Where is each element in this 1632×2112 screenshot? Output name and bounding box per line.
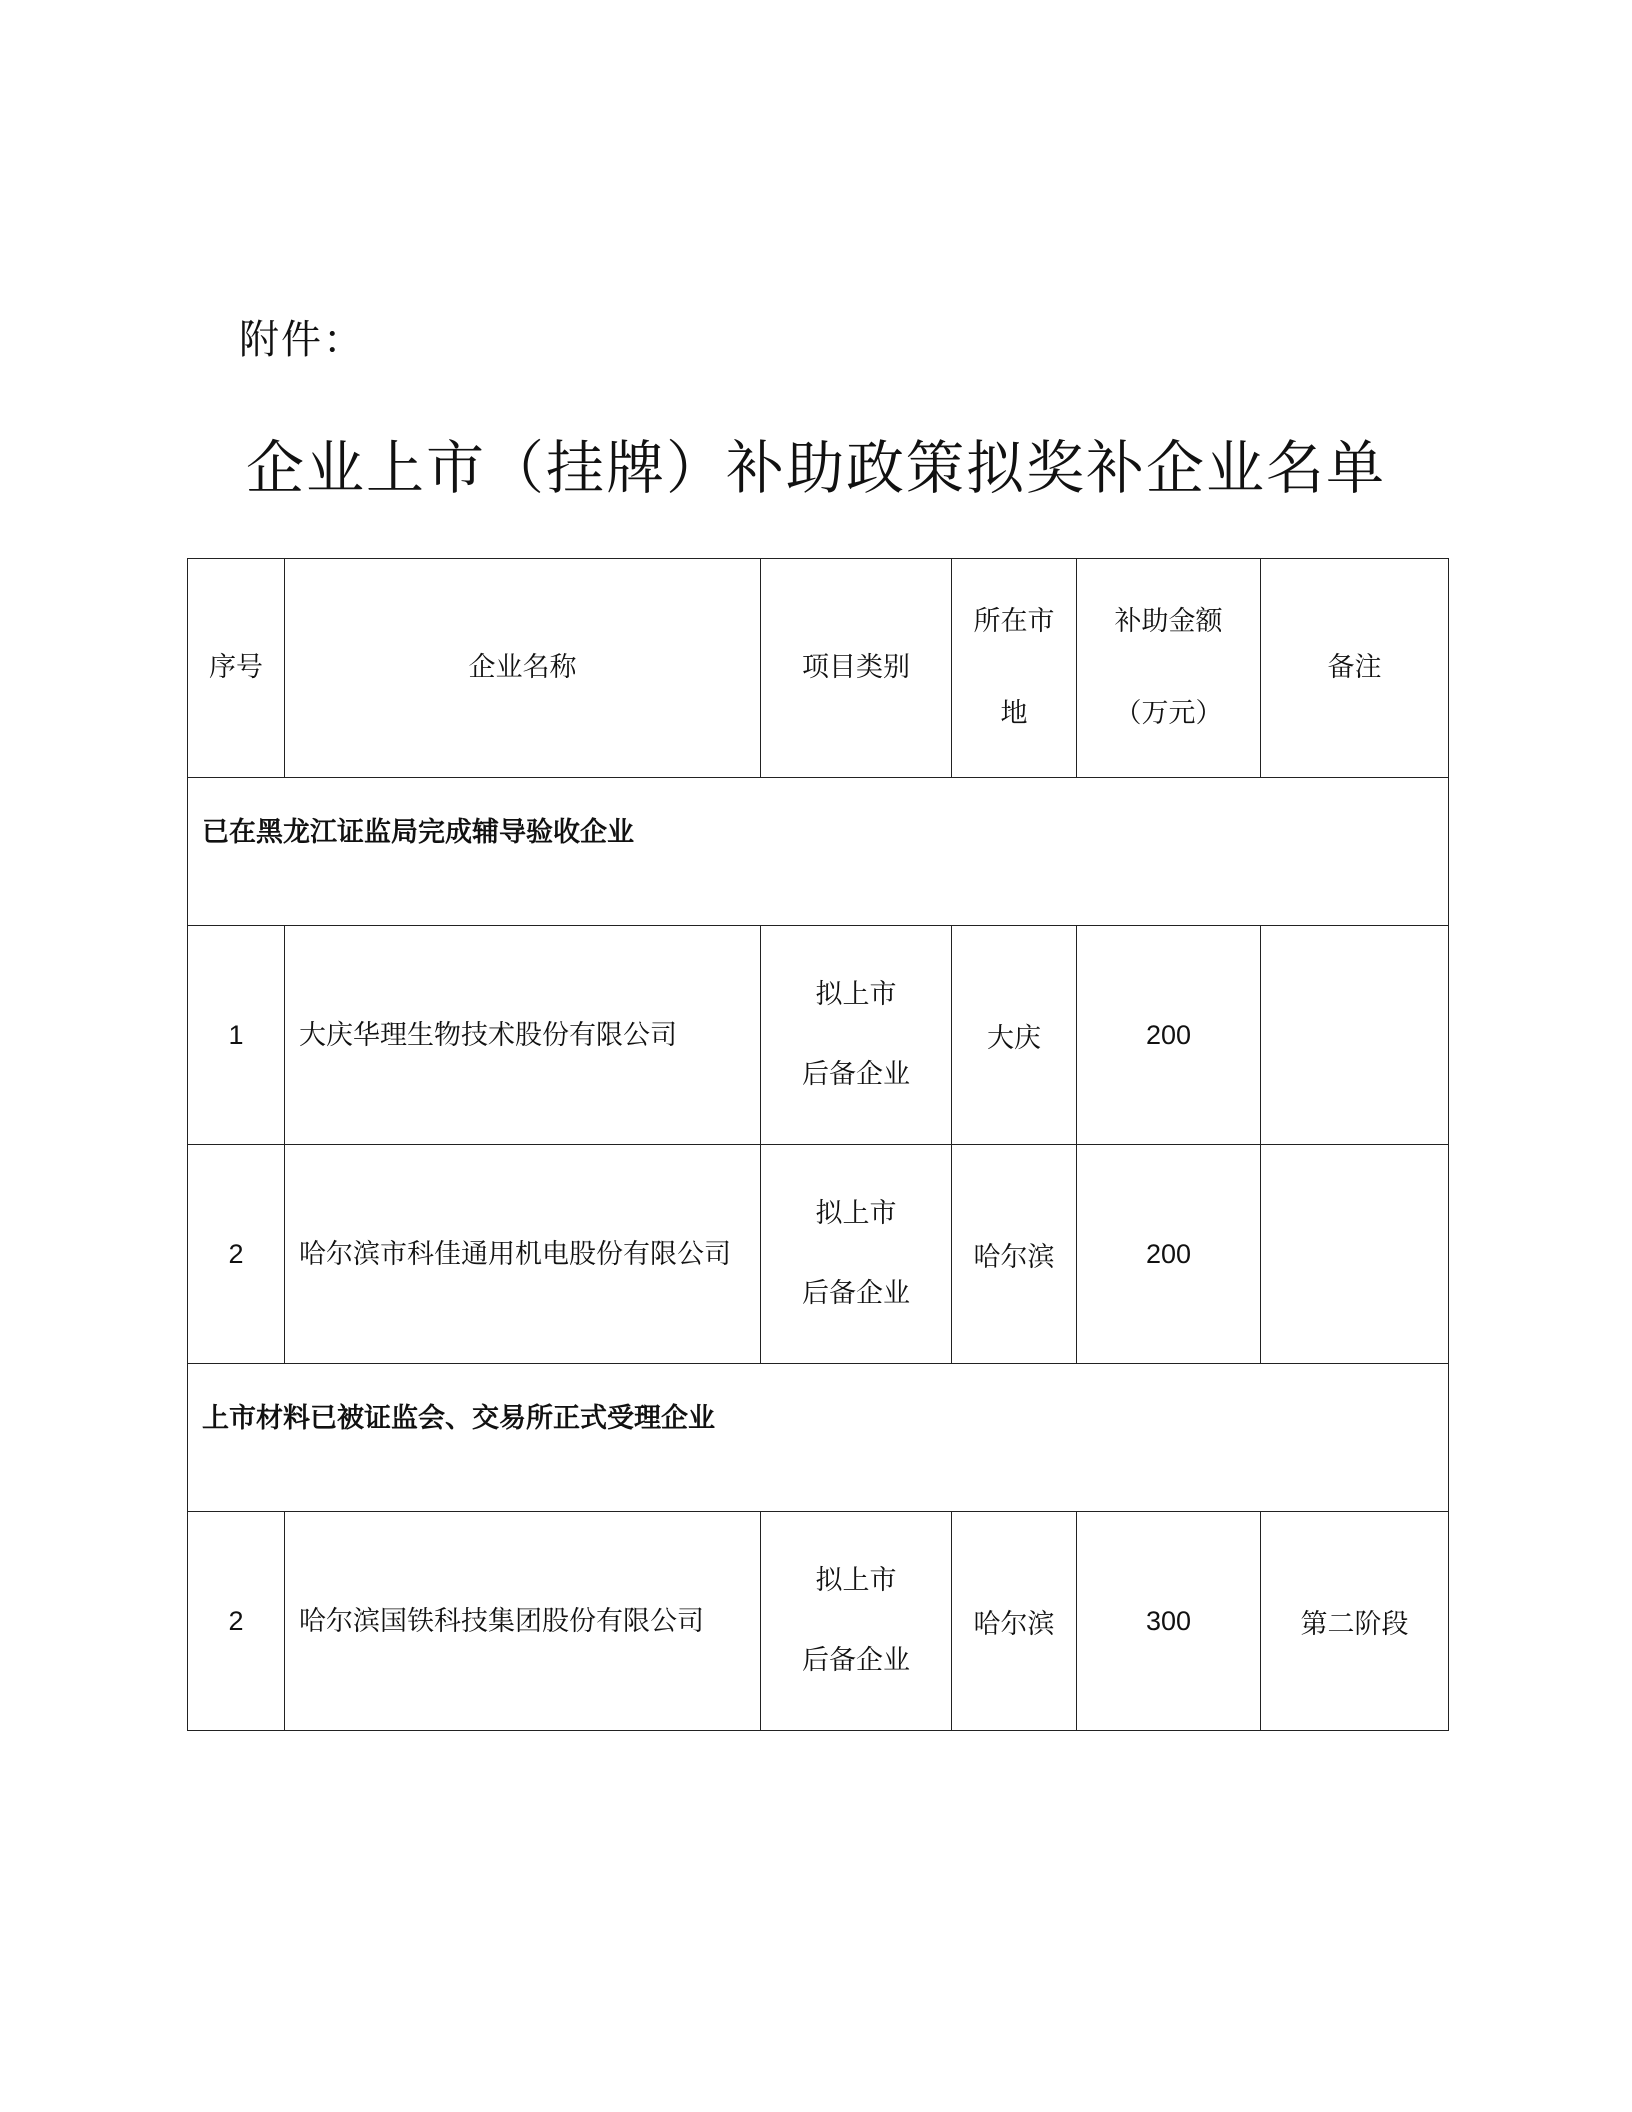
header-remarks: 备注	[1261, 559, 1449, 778]
document-title: 企业上市（挂牌）补助政策拟奖补企业名单	[245, 434, 1386, 502]
row-location: 哈尔滨	[952, 1145, 1077, 1364]
header-location	[952, 559, 1077, 778]
section-title: 上市材料已被证监会、交易所正式受理企业	[188, 1364, 1449, 1512]
table-row	[188, 1512, 1449, 1731]
row-index: 1	[188, 926, 285, 1145]
header-index: 序号	[188, 559, 285, 778]
table-row	[188, 1145, 1449, 1364]
row-company: 哈尔滨国铁科技集团股份有限公司	[285, 1512, 761, 1731]
header-location-line1: 所在市	[973, 606, 1055, 637]
row-category-line2: 后备企业	[802, 1278, 910, 1309]
header-location-line2: 地	[1000, 698, 1028, 729]
table-header-row	[188, 559, 1449, 778]
attachment-label: 附件：	[239, 317, 365, 363]
header-amount	[1077, 559, 1261, 778]
row-remarks	[1261, 926, 1449, 1145]
row-category-line1: 拟上市	[815, 1198, 897, 1229]
table-row	[188, 926, 1449, 1145]
row-category-line1: 拟上市	[815, 1565, 897, 1596]
row-location: 大庆	[952, 926, 1077, 1145]
row-company: 大庆华理生物技术股份有限公司	[285, 926, 761, 1145]
row-category	[761, 1145, 952, 1364]
row-index: 2	[188, 1145, 285, 1364]
header-amount-line1: 补助金额	[1114, 606, 1223, 637]
section-row	[188, 778, 1449, 926]
row-category	[761, 926, 952, 1145]
row-category-line2: 后备企业	[802, 1645, 910, 1676]
row-remarks	[1261, 1145, 1449, 1364]
header-category: 项目类别	[761, 559, 952, 778]
header-company: 企业名称	[285, 559, 761, 778]
row-category	[761, 1512, 952, 1731]
row-category-line2: 后备企业	[802, 1059, 910, 1090]
header-amount-line2: （万元）	[1114, 698, 1223, 729]
row-index: 2	[188, 1512, 285, 1731]
row-location: 哈尔滨	[952, 1512, 1077, 1731]
row-company: 哈尔滨市科佳通用机电股份有限公司	[285, 1145, 761, 1364]
row-amount: 300	[1077, 1512, 1261, 1731]
subsidy-roster-table	[187, 558, 1449, 1731]
section-title: 已在黑龙江证监局完成辅导验收企业	[188, 778, 1449, 926]
row-amount: 200	[1077, 926, 1261, 1145]
row-amount: 200	[1077, 1145, 1261, 1364]
row-remarks: 第二阶段	[1261, 1512, 1449, 1731]
section-row	[188, 1364, 1449, 1512]
row-category-line1: 拟上市	[815, 979, 897, 1010]
